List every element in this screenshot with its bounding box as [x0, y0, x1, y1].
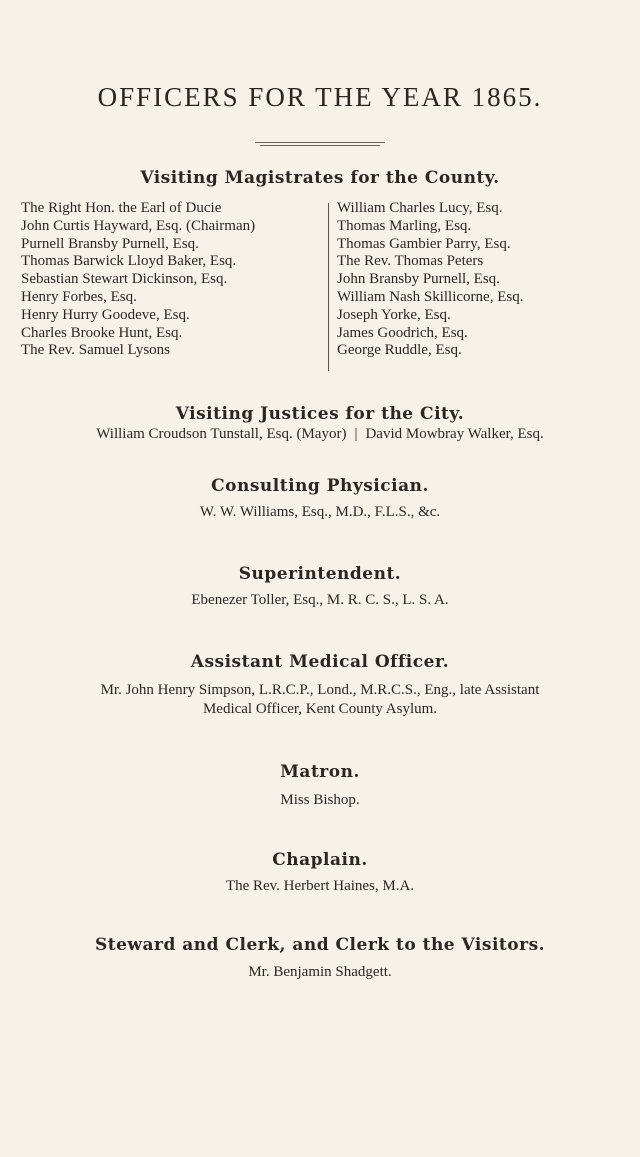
magistrate-name: Thomas Marling, Esq.	[337, 217, 472, 234]
steward-heading: Steward and Clerk, and Clerk to the Visitors.	[94, 935, 546, 955]
magistrate-name: Henry Hurry Goodeve, Esq.	[21, 306, 190, 323]
physician-heading: Consulting Physician.	[211, 476, 429, 496]
magistrate-name: Thomas Gambier Parry, Esq.	[337, 235, 511, 252]
magistrate-name: John Bransby Purnell, Esq.	[337, 271, 500, 288]
justices-heading: Visiting Justices for the City.	[175, 404, 465, 424]
title-rule-lower	[260, 145, 380, 146]
chaplain-heading: Chaplain.	[272, 850, 368, 870]
column-divider	[328, 203, 329, 371]
magistrate-name: George Ruddle, Esq.	[337, 342, 462, 359]
magistrate-name: Charles Brooke Hunt, Esq.	[21, 324, 183, 341]
magistrates-heading: Visiting Magistrates for the County.	[140, 168, 500, 188]
matron-heading: Matron.	[280, 762, 360, 782]
justices-separator: |	[354, 426, 358, 442]
magistrate-name: William Nash Skillicorne, Esq.	[337, 288, 524, 305]
assistant-heading: Assistant Medical Officer.	[190, 652, 450, 672]
magistrates-left-column	[21, 200, 321, 360]
magistrate-name: Thomas Barwick Lloyd Baker, Esq.	[21, 253, 237, 270]
magistrate-name: John Curtis Hayward, Esq. (Chairman)	[21, 217, 256, 234]
page-title: OFFICERS FOR THE YEAR 1865.	[97, 82, 543, 112]
magistrate-name: Sebastian Stewart Dickinson, Esq.	[21, 271, 228, 288]
superintendent-heading: Superintendent.	[238, 564, 402, 584]
magistrate-name: Henry Forbes, Esq.	[21, 288, 137, 305]
justices-line	[0, 424, 640, 444]
justice-name: David Mowbray Walker, Esq.	[365, 426, 544, 442]
physician-name: W. W. Williams, Esq., M.D., F.L.S., &c.	[199, 504, 441, 520]
magistrate-name: William Charles Lucy, Esq.	[337, 200, 503, 216]
matron-name: Miss Bishop.	[280, 792, 360, 808]
chaplain-name: The Rev. Herbert Haines, M.A.	[225, 878, 415, 894]
magistrate-name: Purnell Bransby Purnell, Esq.	[21, 235, 199, 252]
assistant-line-1: Mr. John Henry Simpson, L.R.C.P., Lond., M.R.C.S., Eng., late Assistant	[100, 682, 540, 698]
magistrate-name: James Goodrich, Esq.	[337, 324, 468, 341]
magistrate-name: The Right Hon. the Earl of Ducie	[21, 200, 222, 216]
assistant-line-2: Medical Officer, Kent County Asylum.	[202, 701, 438, 717]
superintendent-name: Ebenezer Toller, Esq., M. R. C. S., L. S. A.	[191, 592, 449, 608]
magistrate-name: Joseph Yorke, Esq.	[337, 306, 451, 323]
title-rule-upper	[255, 142, 385, 143]
magistrates-right-column	[337, 200, 627, 360]
magistrate-name: The Rev. Samuel Lysons	[21, 342, 171, 359]
justice-name: William Croudson Tunstall, Esq. (Mayor)	[96, 426, 347, 442]
magistrate-name: The Rev. Thomas Peters	[337, 253, 484, 270]
steward-name: Mr. Benjamin Shadgett.	[248, 964, 392, 980]
